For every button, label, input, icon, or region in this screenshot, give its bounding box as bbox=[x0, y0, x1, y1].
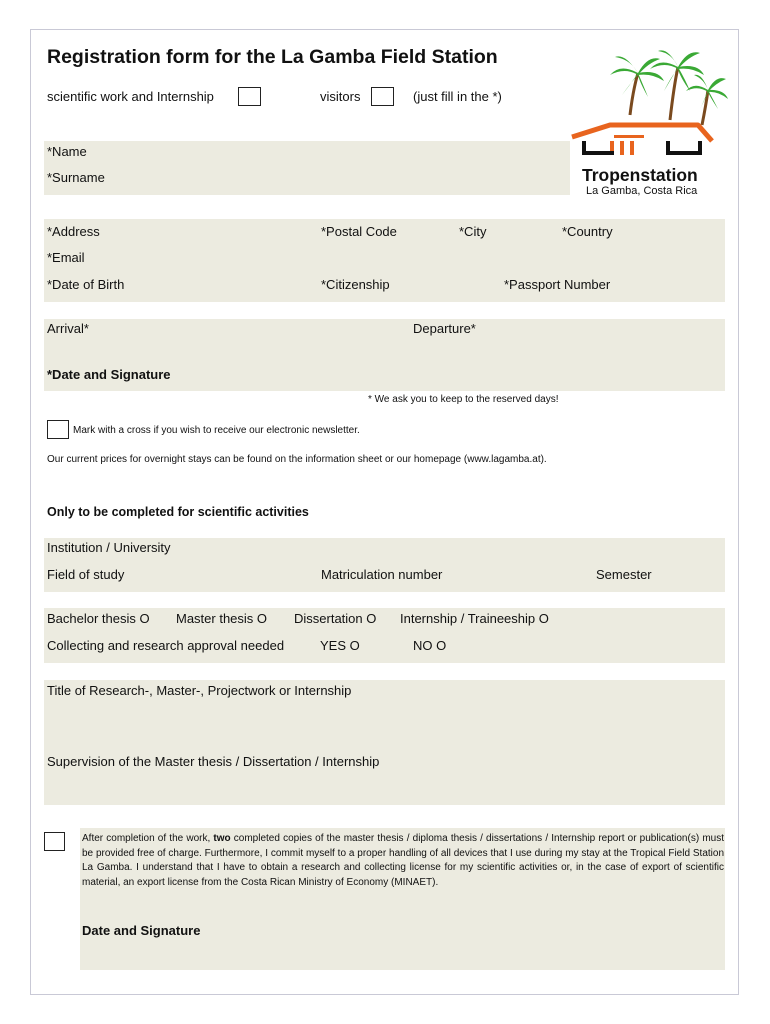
form-title: Registration form for the La Gamba Field Station bbox=[47, 46, 498, 68]
newsletter-label: Mark with a cross if you wish to receive our electronic newsletter. bbox=[73, 425, 360, 436]
scientific-option-label: scientific work and Internship bbox=[47, 89, 214, 104]
reserved-days-note: * We ask you to keep to the reserved days! bbox=[368, 394, 559, 405]
date-signature-label: *Date and Signature bbox=[47, 367, 171, 382]
agreement-text bbox=[82, 832, 724, 890]
newsletter-checkbox[interactable] bbox=[47, 420, 69, 439]
passport-label: *Passport Number bbox=[504, 277, 611, 292]
agreement-checkbox[interactable] bbox=[44, 832, 65, 851]
field-of-study-label: Field of study bbox=[47, 567, 125, 582]
name-label: *Name bbox=[47, 144, 87, 159]
thesis-option-internship[interactable]: Internship / Traineeship O bbox=[400, 611, 549, 626]
thesis-option-dissertation[interactable]: Dissertation O bbox=[294, 611, 377, 626]
semester-label: Semester bbox=[596, 567, 652, 582]
arrival-label: Arrival* bbox=[47, 321, 89, 336]
thesis-option-bachelor[interactable]: Bachelor thesis O bbox=[47, 611, 150, 626]
agreement-text-part2: completed copies of the master thesis / diploma thesis / dissertations / Internship report or publication(s) must be provided free of charge. Furthermore, I commit myself to a proper handling of all devices that I use during my stay at the Tropical Field Station La Gamba. I understand that I have to obtain a research and collecting license for my scientific activities or, in the case of export of scientific material, an export license from the Costa Rican Ministry of Economy (MINAET). bbox=[82, 833, 724, 888]
tropenstation-logo bbox=[570, 45, 730, 200]
postal-code-label: *Postal Code bbox=[321, 224, 397, 239]
palm-house-icon bbox=[570, 45, 730, 155]
research-title-field-group bbox=[44, 680, 725, 805]
departure-label: Departure* bbox=[413, 321, 476, 336]
prices-note: Our current prices for overnight stays can be found on the information sheet or our homepage (www.lagamba.at). bbox=[47, 454, 547, 465]
research-title-label: Title of Research-, Master-, Projectwork or Internship bbox=[47, 683, 352, 698]
visitors-option-label: visitors bbox=[320, 89, 361, 104]
agreement-date-signature-label: Date and Signature bbox=[82, 923, 201, 938]
city-label: *City bbox=[459, 224, 487, 239]
email-label: *Email bbox=[47, 250, 85, 265]
citizenship-label: *Citizenship bbox=[321, 277, 390, 292]
logo-subtitle: La Gamba, Costa Rica bbox=[586, 185, 698, 197]
agreement-text-bold: two bbox=[213, 833, 231, 844]
supervision-label: Supervision of the Master thesis / Dissertation / Internship bbox=[47, 754, 380, 769]
country-label: *Country bbox=[562, 224, 613, 239]
visitors-checkbox[interactable] bbox=[371, 87, 394, 106]
approval-label: Collecting and research approval needed bbox=[47, 638, 285, 653]
dob-label: *Date of Birth bbox=[47, 277, 125, 292]
approval-yes-option[interactable]: YES O bbox=[320, 638, 360, 653]
agreement-text-part1: After completion of the work, bbox=[82, 833, 214, 844]
surname-label: *Surname bbox=[47, 170, 105, 185]
address-label: *Address bbox=[47, 224, 100, 239]
approval-no-option[interactable]: NO O bbox=[413, 638, 447, 653]
logo-name: Tropenstation bbox=[582, 165, 698, 185]
name-field-group bbox=[44, 141, 570, 195]
matriculation-label: Matriculation number bbox=[321, 567, 443, 582]
thesis-option-master[interactable]: Master thesis O bbox=[176, 611, 268, 626]
institution-label: Institution / University bbox=[47, 540, 171, 555]
fill-note: (just fill in the *) bbox=[413, 89, 502, 104]
scientific-checkbox[interactable] bbox=[238, 87, 261, 106]
scientific-heading: Only to be completed for scientific activities bbox=[47, 505, 309, 519]
